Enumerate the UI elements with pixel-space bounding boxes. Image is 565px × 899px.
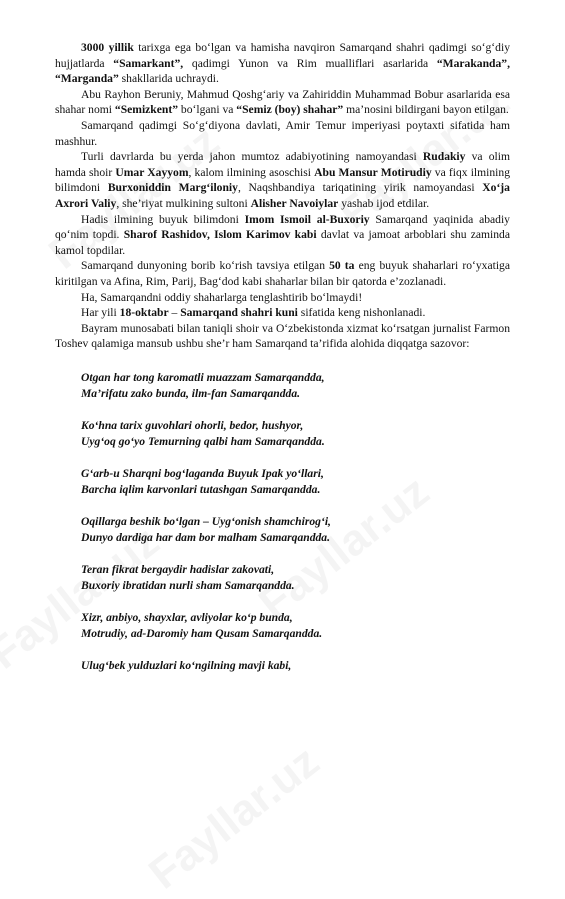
bold-text: Samarqand shahri kuni (180, 306, 298, 320)
paragraph (55, 290, 510, 306)
text-run: qadimgi Yunon va Rim mualliflari asarlarida (183, 56, 437, 70)
poem-line: Motrudiy, ad-Daromiy ham Qusam Samarqandda. (81, 626, 323, 640)
bold-text: 50 ta (329, 259, 355, 273)
poem-line: Xizr, anbiyo, shayxlar, avliyolar ko‘p bunda, (81, 610, 293, 624)
text-run: yashab ijod etdilar. (338, 196, 430, 210)
text-run: Ha, Samarqandni oddiy shaharlarga tenglashtirib bo‘lmaydi! (81, 290, 363, 304)
paragraph (55, 212, 510, 259)
poem (55, 370, 510, 674)
poem-line: Ma’rifatu zako bunda, ilm-fan Samarqandda. (81, 386, 301, 400)
poem-line: Uyg‘oq go‘yo Temurning qalbi ham Samarqandda. (81, 434, 325, 448)
watermark (140, 737, 329, 899)
paragraph (55, 118, 510, 149)
paragraph (55, 258, 510, 289)
poem-stanza (81, 562, 510, 594)
bold-text: Xo‘ja Axrori Valiy (55, 181, 510, 210)
bold-text: Alisher Navoiylar (250, 196, 339, 210)
text-run: tarixga ega bo‘lgan va hamisha navqiron Samarqand shahri qadimgi so‘g‘diy hujjatlarda (55, 41, 510, 70)
poem-stanza (81, 466, 510, 498)
bold-text: Burxoniddin Marg‘iloniy (107, 181, 238, 195)
text-run: Hadis ilmining buyuk bilimdoni (81, 212, 245, 226)
bold-text: Rudakiy (422, 150, 466, 164)
paragraph (55, 87, 510, 118)
bold-text: Sharof Rashidov, Islom Karimov kabi (123, 228, 317, 242)
poem-stanza (81, 610, 510, 642)
poem-stanza (81, 418, 510, 450)
paragraph (55, 149, 510, 211)
bold-text: 18-oktabr (119, 306, 169, 320)
text-run: , kalom ilmining asoschisi (188, 165, 315, 179)
text-run: davlat va jamoat arboblari shu zaminda kamol topdilar. (55, 228, 511, 257)
poem-line: G‘arb-u Sharqni bog‘laganda Buyuk Ipak yo‘llari, (81, 466, 324, 480)
poem-stanza (81, 370, 510, 402)
paragraph (55, 40, 510, 87)
poem-line: Dunyo dardiga har dam bor malham Samarqandda. (81, 530, 330, 544)
bold-text: “Semizkent” (114, 103, 179, 117)
text-run: – (168, 306, 181, 320)
document-body (55, 40, 510, 690)
text-run: Turli davrlarda bu yerda jahon mumtoz adabiyotining namoyandasi (81, 150, 423, 164)
prose-section (55, 40, 510, 352)
text-run: Bayram munosabati bilan taniqli shoir va O‘zbekistonda xizmat ko‘rsatgan jurnalist Farmon Toshev qalamiga mansub ushbu she’r ham Samarqand ta’rifida alohida diqqatga sazovor: (55, 321, 510, 351)
text-run: eng buyuk shaharlari ro‘yxatiga kiritilgan va Afina, Rim, Parij, Bag‘dod kabi shaharlar bilan bir qatorda e’zozlanadi. (55, 259, 510, 288)
bold-text: Umar Xayyom (115, 165, 189, 179)
text-run: Har yili (81, 306, 120, 320)
paragraph (55, 305, 510, 321)
text-run: bo‘lgani va (178, 103, 237, 117)
text-run: Samarqand qadimgi So‘g‘diyona davlati, Amir Temur imperiyasi poytaxti sifatida ham mashhur. (55, 118, 510, 148)
bold-text: 3000 yillik (81, 41, 134, 54)
poem-line: Otgan har tong karomatli muazzam Samarqandda, (81, 370, 325, 384)
bold-text: “Samarkant”, (113, 56, 184, 70)
bold-text: Imom Ismoil al-Buxoriy (244, 212, 370, 226)
text-run: , Naqshbandiya tariqatining yirik namoyandasi (237, 181, 483, 195)
text-run: Abu Rayhon Beruniy, Mahmud Qoshg‘ariy va Zahiriddin Muhammad Bobur asarlarida esa shahar nomi (55, 87, 510, 117)
poem-line: Ko‘hna tarix guvohlari ohorli, bedor, hushyor, (81, 418, 304, 432)
poem-line: Oqillarga beshik bo‘lgan – Uyg‘onish shamchirog‘i, (81, 514, 331, 528)
poem-line: Ulug‘bek yulduzlari ko‘ngilning mavji kabi, (81, 658, 292, 672)
poem-line: Barcha iqlim karvonlari tutashgan Samarqandda. (81, 482, 321, 496)
bold-text: “Semiz (boy) shahar” (236, 103, 344, 117)
poem-stanza (81, 514, 510, 546)
text-run: sifatida keng nishonlanadi. (297, 306, 426, 320)
text-run: , she’riyat mulkining sultoni (116, 196, 251, 210)
text-run: va olim hamda shoir (55, 150, 510, 179)
poem-line: Buxoriy ibratidan nurli sham Samarqandda. (81, 578, 295, 592)
text-run: va fiqx ilmining bilimdoni (55, 165, 510, 195)
poem-line: Teran fikrat bergaydir hadislar zakovati, (81, 562, 275, 576)
text-run: ma’nosini bildirgani bayon etilgan. (343, 103, 509, 117)
poem-stanza (81, 658, 510, 674)
text-run: Samarqand dunyoning borib ko‘rish tavsiya etilgan (81, 259, 330, 273)
bold-text: “Marakanda”, “Marganda” (55, 56, 510, 86)
paragraph (55, 321, 510, 352)
text-run: shakllarida uchraydi. (118, 72, 219, 86)
text-run: Samarqand yaqinida abadiy qo‘nim topdi. (55, 212, 510, 242)
bold-text: Abu Mansur Motirudiy (314, 165, 432, 179)
